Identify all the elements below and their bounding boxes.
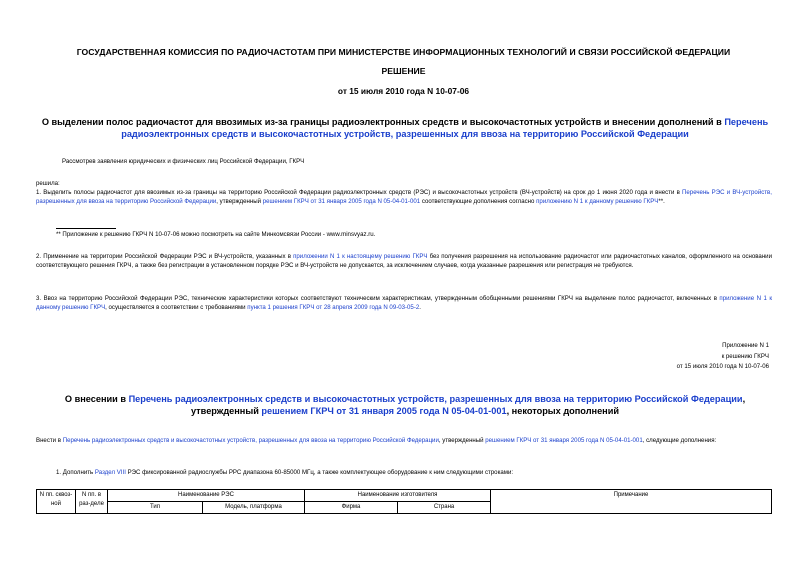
title-text: О выделении полос радиочастот для ввозимых из-за границы радиоэлектронных средств и высокочастотных устройств и внесении дополнений в (41, 117, 725, 127)
title-list-link[interactable]: Перечень радиоэлектронных средств и высокочастотных устройств, разрешенных для ввоза на территорию Российской Федерации (121, 117, 769, 139)
item-1-decision-link[interactable]: решением ГКРЧ от 31 января 2005 года N 05-04-01-001 (262, 198, 421, 206)
annex-caption (677, 341, 769, 373)
item-1-list-link[interactable]: Перечень РЭС и ВЧ-устройств, разрешенных для ввоза на территорию Российской Федерации (36, 189, 772, 206)
col-section-header: N пп. в раз-деле (76, 490, 108, 514)
footnote: ** Приложение к решению ГКРЧ N 10-07-06 можно посмотреть на сайте Минкомсвязи России - www.minsvyaz.ru. (56, 231, 376, 238)
col-model-header: Модель, платформа (203, 502, 305, 514)
item-1-text-d: **. (658, 198, 665, 206)
annex-line-1: Приложение N 1 (722, 342, 769, 349)
document-type: РЕШЕНИЕ (381, 66, 426, 76)
supplement-paragraph (56, 468, 513, 477)
item-1-text-a: 1. Выделить полосы радиочастот для ввозимых из-за границы на территорию Российской Федерации радиоэлектронных средств (РЭС) и высокочастотных устройств (ВЧ-устройств) на срок до 1 июня 2020 года и внести в (36, 189, 683, 196)
supplement-text-b: РЭС фиксированной радиослужбы РРС диапазона 60-85000 МГц, а также комплектующее оборудование к ним следующими строками: (125, 469, 514, 476)
considering-paragraph: Рассмотрев заявления юридических и физических лиц Российской Федерации, ГКРЧ (62, 158, 305, 165)
item-3-paragraph (36, 294, 772, 313)
col-res-name-header: Наименование РЭС (108, 490, 305, 502)
item-2-annex-link[interactable]: приложении N 1 к настоящему решению ГКРЧ (293, 253, 428, 260)
item-2-paragraph (36, 252, 772, 271)
item-1-annex-link[interactable]: приложению N 1 к данному решению ГКРЧ (536, 198, 659, 206)
annex-title-text-c: , некоторых дополнений (506, 406, 620, 416)
table-header-row (37, 490, 772, 502)
annex-title-decision-link[interactable]: решением ГКРЧ от 31 января 2005 года N 05-04-01-001 (261, 406, 507, 416)
item-3-text-c: . (419, 304, 421, 312)
introduce-text-b: , утвержденный (438, 437, 486, 444)
item-3-text-a: 3. Ввоз на территорию Российской Федерации РЭС, технические характеристики которых соответствуют техническим характеристикам, утвержденным обобщенными решениями ГКРЧ на выделение полос радиочастот, включенных в (36, 295, 720, 302)
introduce-decision-link[interactable]: решением ГКРЧ от 31 января 2005 года N 05-04-01-001 (485, 437, 643, 444)
col-country-header: Страна (398, 502, 491, 514)
introduce-list-link[interactable]: Перечень радиоэлектронных средств и высокочастотных устройств, разрешенных для ввоза на территорию Российской Федерации (62, 437, 439, 444)
supplement-table (36, 489, 772, 514)
col-maker-header: Наименование изготовителя (305, 490, 491, 502)
item-1-text-c: соответствующие дополнения согласно (420, 198, 537, 206)
annex-line-3: от 15 июля 2010 года N 10-07-06 (676, 363, 769, 371)
item-3-decision-link[interactable]: пункта 1 решения ГКРЧ от 28 апреля 2009 года N 09-03-05-2 (247, 304, 420, 312)
item-3-annex-link[interactable]: приложение N 1 к данному решению ГКРЧ (36, 295, 772, 312)
annex-title-text-b: , утвержденный (190, 394, 746, 416)
supplement-text-a: 1. Дополнить (56, 469, 95, 476)
annex-title (40, 393, 770, 417)
item-2-text-a: 2. Применение на территории Российской Федерации РЭС и ВЧ-устройств, указанных в (36, 253, 294, 260)
item-1-paragraph (36, 188, 772, 207)
section-viii-link[interactable]: Раздел VIII (94, 469, 126, 476)
annex-title-list-link[interactable]: Перечень радиоэлектронных средств и высокочастотных устройств, разрешенных для ввоза на территорию Российской Федерации (128, 394, 743, 404)
document-title (40, 116, 770, 140)
col-firm-header: Фирма (305, 502, 398, 514)
agency-heading: ГОСУДАРСТВЕННАЯ КОМИССИЯ ПО РАДИОЧАСТОТАМ ПРИ МИНИСТЕРСТВЕ ИНФОРМАЦИОННЫХ ТЕХНОЛОГИЙ И СВЯЗИ РОССИЙСКОЙ ФЕДЕРАЦИИ (76, 47, 731, 57)
col-note-header: Примечание (491, 490, 772, 514)
annex-title-text-a: О внесении в (64, 394, 129, 404)
footnote-separator (56, 228, 116, 229)
item-3-text-b: , осуществляется в соответствии с требованиями (105, 304, 248, 312)
item-2-text-b: без получения разрешения на использование радиочастот или радиочастотных каналов, оформленного на основании соответствующего решения ГКРЧ, а также без регистрации в установленном порядке РЭС и ВЧ-устройств не допускается, за исключением случаев, когда указанные разрешения или регистрация не требуются. (36, 253, 772, 270)
introduce-text-a: Внести в (36, 437, 63, 444)
introduce-text-c: , следующие дополнения: (642, 437, 717, 444)
annex-line-2: к решению ГКРЧ (721, 352, 769, 360)
item-1-text-b: , утвержденный (216, 198, 263, 206)
col-type-header: Тип (108, 502, 203, 514)
col-seq-header: N пп. сквоз-ной (37, 490, 76, 514)
decided-label: решила: (36, 180, 60, 187)
introduce-paragraph (36, 436, 772, 445)
document-date-number: от 15 июля 2010 года N 10-07-06 (337, 86, 470, 96)
